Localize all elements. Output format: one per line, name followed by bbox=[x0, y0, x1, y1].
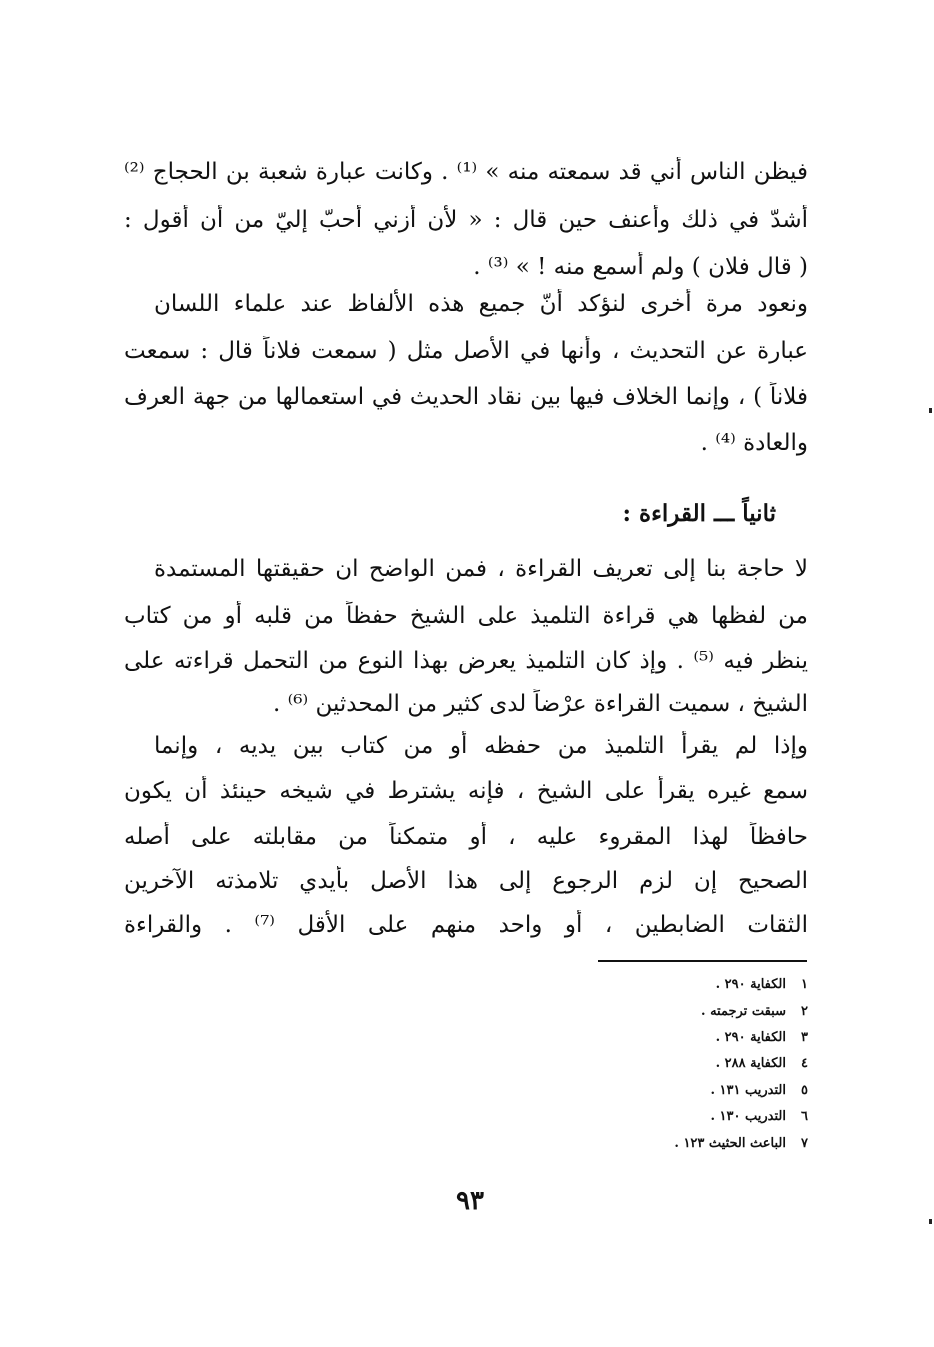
body-line: الصحيح إن لزم الرجوع إلى هذا الأصل بأيدي تلامذته الآخرين bbox=[124, 868, 808, 894]
body-line: لا حاجة بنا إلى تعريف القراءة ، فمن الواضح ان حقيقتها المستمدة bbox=[154, 556, 808, 582]
body-line: فلاناً ) ، وإنما الخلاف فيها بين نقاد الحديث في استعمالها من جهة العرف bbox=[124, 384, 808, 410]
body-line: فيظن الناس أني قد سمعته منه » ⁽¹⁾ . وكانت عبارة شعبة بن الحجاج ⁽²⁾ bbox=[124, 159, 808, 185]
scan-speck bbox=[929, 408, 932, 413]
body-line: عبارة عن التحديث ، وأنها في الأصل مثل ( سمعت فلاناً قال : سمعت bbox=[124, 338, 808, 364]
footnote-number: ٤ bbox=[801, 1056, 808, 1071]
footnote-text: التدريب ١٣٠ . bbox=[710, 1109, 786, 1124]
body-line: الشيخ ، سميت القراءة عرْضاً لدى كثير من المحدثين ⁽⁶⁾ . bbox=[272, 691, 808, 717]
body-line: ينظر فيه ⁽⁵⁾ . وإذ كان التلميذ يعرض بهذا النوع من التحمل قراءته على bbox=[124, 648, 808, 674]
footnote-text: الباعث الحثيث ١٢٣ . bbox=[674, 1136, 786, 1151]
footnote bbox=[716, 1055, 808, 1073]
footnote-text: الكفاية ٢٩٠ . bbox=[715, 977, 786, 992]
footnote-text: الكفاية ٢٨٨ . bbox=[715, 1056, 786, 1071]
body-line: وإذا لم يقرأ التلميذ من حفظه أو من كتاب بين يديه ، وإنما bbox=[154, 733, 808, 759]
scan-speck bbox=[929, 1219, 932, 1224]
footnote-text: التدريب ١٣١ . bbox=[710, 1083, 786, 1098]
footnote-number: ٥ bbox=[801, 1083, 808, 1098]
footnote bbox=[674, 1135, 808, 1153]
footnote-number: ٢ bbox=[801, 1004, 808, 1019]
footnote-text: سبقت ترجمته . bbox=[701, 1004, 786, 1019]
footnote-divider bbox=[598, 960, 807, 962]
page-number: ٩٣ bbox=[456, 1186, 484, 1216]
footnote-text: الكفاية ٢٩٠ . bbox=[715, 1030, 786, 1045]
body-line: سمع غيره يقرأ على الشيخ ، فإنه يشترط في شيخه حينئذ أن يكون bbox=[124, 778, 808, 804]
footnote bbox=[710, 1082, 808, 1100]
body-line: ونعود مرة أخرى لنؤكد أنّ جميع هذه الألفاظ عند علماء اللسان bbox=[154, 291, 808, 317]
body-line: حافظاً لهذا المقروء عليه ، أو متمكناً من مقابلته على أصله bbox=[124, 824, 808, 850]
footnote bbox=[716, 976, 808, 994]
body-line: من لفظها هي قراءة التلميذ على الشيخ حفظاً من قلبه أو من كتاب bbox=[124, 603, 808, 629]
body-line: والعادة ⁽⁴⁾ . bbox=[700, 430, 808, 456]
footnote bbox=[716, 1029, 808, 1047]
footnote bbox=[701, 1003, 808, 1021]
footnote bbox=[710, 1108, 808, 1126]
section-heading: ثانياً ـــ القراءة : bbox=[622, 500, 776, 527]
body-line: أشدّ في ذلك وأعنف حين قال : « لأن أزني أحبّ إليّ من أن أقول : bbox=[124, 207, 808, 233]
footnote-number: ٣ bbox=[801, 1030, 808, 1045]
body-line: الثقات الضابطين ، أو واحد منهم على الأقل ⁽⁷⁾ . والقراءة bbox=[124, 912, 808, 938]
footnote-number: ٧ bbox=[801, 1136, 808, 1151]
footnote-number: ١ bbox=[801, 977, 808, 992]
body-line: ( قال فلان ) ولم أسمع منه ! » ⁽³⁾ . bbox=[473, 254, 808, 280]
footnote-number: ٦ bbox=[801, 1109, 808, 1124]
